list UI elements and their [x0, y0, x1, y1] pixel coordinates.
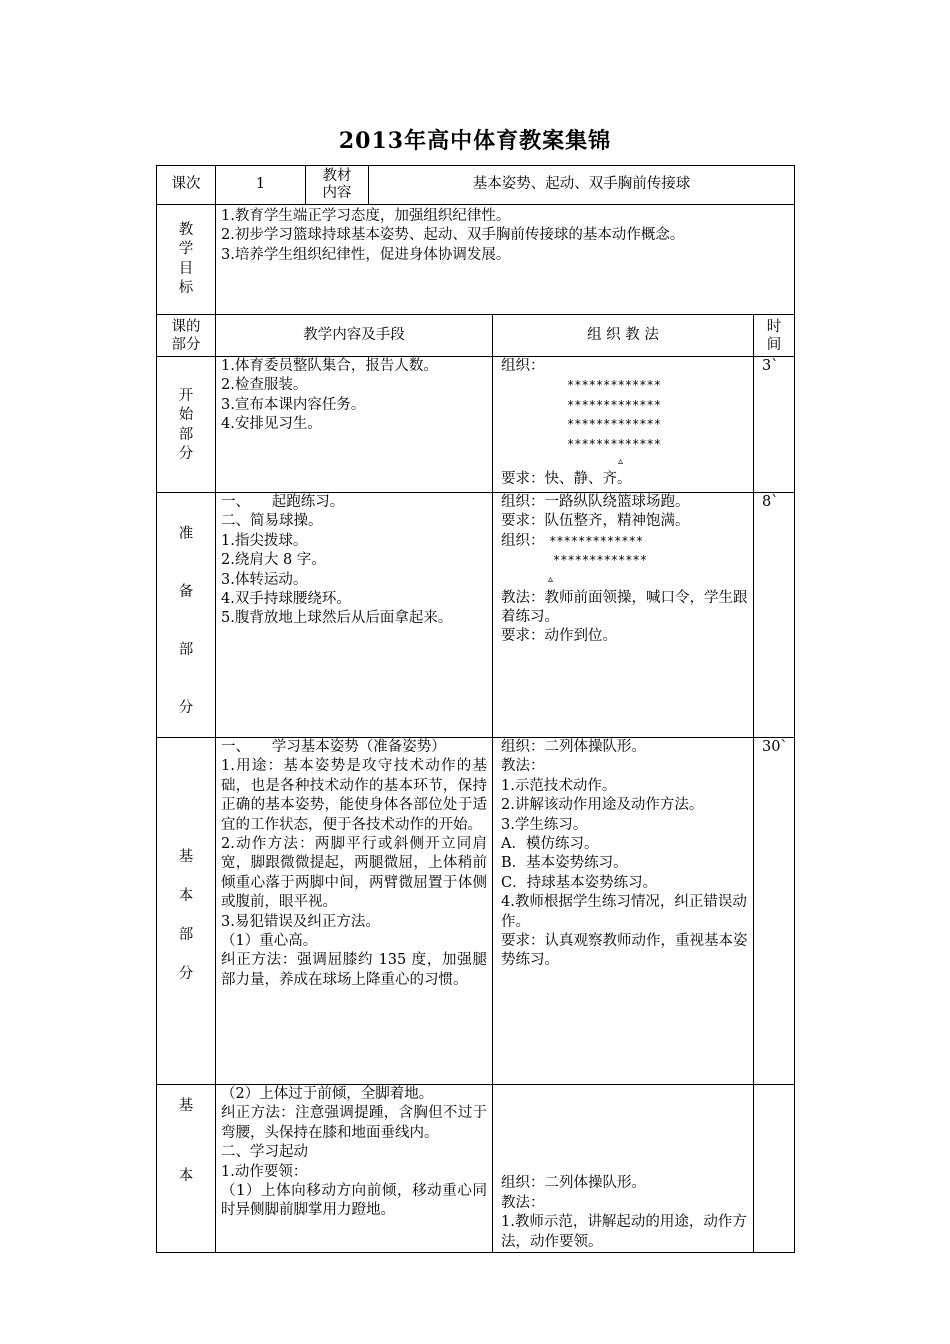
col-content: 教学内容及手段: [216, 315, 493, 357]
page-title: 2013年高中体育教案集锦: [338, 128, 612, 154]
header-row: [157, 166, 795, 205]
section-basic-label: [157, 738, 216, 1085]
method-line: 要求：队伍整齐，精神饱满。: [501, 513, 690, 530]
content-line: 3.易犯错误及纠正方法。: [221, 913, 380, 930]
section-start-content: [216, 357, 493, 493]
goals-label-char: 学: [178, 241, 194, 258]
col-time-2: 间: [766, 336, 782, 353]
method-line: 教法：: [501, 758, 545, 775]
formation-row: *************: [549, 533, 644, 548]
method-line: 3.学生练习。: [501, 816, 588, 833]
goals-label: [157, 205, 216, 315]
content-line: 2.动作方法：两脚平行或斜侧开立同肩宽，脚跟微微提起，两腿微屈，上体稍前倾重心落于两脚中间，两臂微屈置于体侧或腹前，眼平视。: [221, 836, 487, 911]
content-line: 二、简易球操。: [221, 513, 323, 530]
section-prep-method: [493, 493, 754, 738]
content-line: （2）上体过于前倾，全脚着地。: [221, 1086, 434, 1102]
material-label-1: 教材: [322, 168, 352, 184]
lesson-plan-table: [156, 165, 795, 1253]
col-part-2: 部分: [171, 336, 201, 353]
content-line: 2.绕肩大 8 字。: [221, 552, 326, 569]
col-time-1: 时: [766, 318, 782, 335]
section-prep-row: [157, 493, 795, 738]
section-basic2-row: [157, 1085, 795, 1253]
content-line: 5.腹背放地上球然后从后面拿起来。: [221, 610, 453, 627]
col-time: [754, 315, 795, 357]
content-line: 4.安排见习生。: [221, 416, 322, 433]
section-label-char: 备: [178, 584, 194, 600]
method-line: B．基本姿势练习。: [501, 855, 628, 872]
content-line: 一、 起跑练习。: [221, 494, 345, 510]
org-label: 组织：: [501, 358, 545, 374]
org-label: 组织：: [501, 532, 545, 549]
content-line: 1.用途：基本姿势是攻守技术动作的基础，也是各种技术动作的基本环节，保持正确的基本姿势，能使身体各部位处于适宜的工作状态，便于各技术动作的开始。: [221, 758, 487, 833]
content-line: 纠正方法：注意强调提踵，含胸但不过于弯腰，头保持在膝和地面垂线内。: [221, 1105, 487, 1141]
section-basic-time: 30`: [754, 738, 795, 1085]
col-method: 组 织 教 法: [493, 315, 754, 357]
method-line: 要求：动作到位。: [501, 628, 617, 645]
content-line: 2.检查服装。: [221, 377, 308, 394]
content-line: 3.宣布本课内容任务。: [221, 396, 366, 413]
content-line: 一、 学习基本姿势（准备姿势）: [221, 739, 446, 755]
goal-item: 1.教育学生端正学习态度，加强组织纪律性。: [221, 208, 511, 224]
method-line: 组织：一路纵队绕篮球场跑。: [501, 494, 690, 510]
method-line: 4.教师根据学生练习情况，纠正错误动作。: [501, 894, 747, 930]
method-line: 2.讲解该动作用途及动作方法。: [501, 797, 704, 814]
content-line: 纠正方法：强调屈膝约 135 度，加强腿部力量，养成在球场上降重心的习惯。: [221, 952, 487, 988]
section-start-method: [493, 357, 754, 493]
section-basic2-content: [216, 1085, 493, 1253]
section-start-row: [157, 357, 795, 493]
section-label-char: 分: [178, 446, 194, 463]
content-line: 1.体育委员整队集合，报告人数。: [221, 358, 438, 374]
goals-row: [157, 205, 795, 315]
material-label-2: 内容: [322, 185, 352, 201]
method-line: C．持球基本姿势练习。: [501, 874, 658, 891]
method-line: 教法：教师前面领操，喊口令，学生跟着练习。: [501, 589, 748, 626]
material-label: [306, 166, 369, 205]
section-label-char: 开: [178, 388, 194, 404]
section-label-char: 准: [178, 526, 194, 542]
teacher-triangle-icon: ▵: [618, 456, 624, 468]
goals-content: [216, 205, 795, 315]
section-basic-row: [157, 738, 795, 1085]
section-label-char: 部: [178, 927, 194, 943]
method-line: [501, 532, 748, 551]
goals-label-char: 教: [178, 222, 194, 238]
formation-row: *************: [567, 436, 661, 451]
lesson-label: 课次: [157, 166, 216, 205]
section-label-char: 分: [178, 700, 194, 716]
lesson-value: 1: [216, 166, 306, 205]
method-line: 组织：二列体操队形。: [501, 1175, 646, 1192]
section-basic2-label: [157, 1085, 216, 1253]
formation-row: *************: [553, 553, 647, 568]
method-line: 组织：二列体操队形。: [501, 739, 646, 755]
content-line: 二、学习起动: [221, 1144, 308, 1161]
section-label-char: 基: [178, 1098, 194, 1114]
section-basic-method: [493, 738, 754, 1085]
section-label-char: 基: [178, 849, 194, 865]
material-value: 基本姿势、起动、双手胸前传接球: [369, 166, 795, 205]
formation-row: *************: [567, 378, 661, 393]
method-line: 教法：: [501, 1194, 545, 1211]
method-line: 1.教师示范，讲解起动的用途，动作方法，动作要领。: [501, 1214, 747, 1250]
section-label-char: 本: [178, 1168, 194, 1184]
method-line: 要求：认真观察教师动作，重视基本姿势练习。: [501, 933, 748, 969]
teacher-triangle-icon: ▵: [548, 573, 554, 585]
section-label-char: 部: [178, 426, 194, 443]
goal-item: 2.初步学习篮球持球基本姿势、起动、双手胸前传接球的基本动作概念。: [221, 227, 685, 244]
content-line: 1.动作要领：: [221, 1163, 308, 1180]
col-part-1: 课的: [171, 318, 201, 335]
section-prep-content: [216, 493, 493, 738]
section-label-char: 部: [178, 642, 194, 658]
formation-row: *************: [567, 397, 661, 412]
section-prep-time: 8`: [754, 493, 795, 738]
goals-label-char: 目: [178, 260, 194, 277]
section-label-char: 分: [178, 966, 194, 982]
goal-item: 3.培养学生组织纪律性，促进身体协调发展。: [221, 246, 511, 263]
section-basic-content: [216, 738, 493, 1085]
column-header-row: [157, 315, 795, 357]
formation-row: *************: [567, 417, 661, 432]
requirement: 要求：快、静、齐。: [501, 471, 632, 488]
content-line: 3.体转运动。: [221, 571, 308, 588]
content-line: 4.双手持球腰绕环。: [221, 591, 351, 608]
col-part: [157, 315, 216, 357]
section-prep-label: [157, 493, 216, 738]
content-line: （1）上体向移动方向前倾，移动重心同时异侧脚前脚掌用力蹬地。: [221, 1183, 487, 1219]
section-label-char: 本: [178, 888, 194, 904]
goals-label-char: 标: [178, 280, 194, 297]
section-start-time: 3`: [754, 357, 795, 493]
section-start-label: [157, 357, 216, 493]
content-line: 1.指尖拨球。: [221, 532, 308, 549]
section-label-char: 始: [178, 407, 194, 424]
content-line: （1）重心高。: [221, 933, 318, 950]
section-basic2-time: [754, 1085, 795, 1253]
section-basic2-method: [493, 1085, 754, 1253]
method-line: 1.示范技术动作。: [501, 777, 617, 794]
method-line: A．模仿练习。: [501, 836, 599, 853]
